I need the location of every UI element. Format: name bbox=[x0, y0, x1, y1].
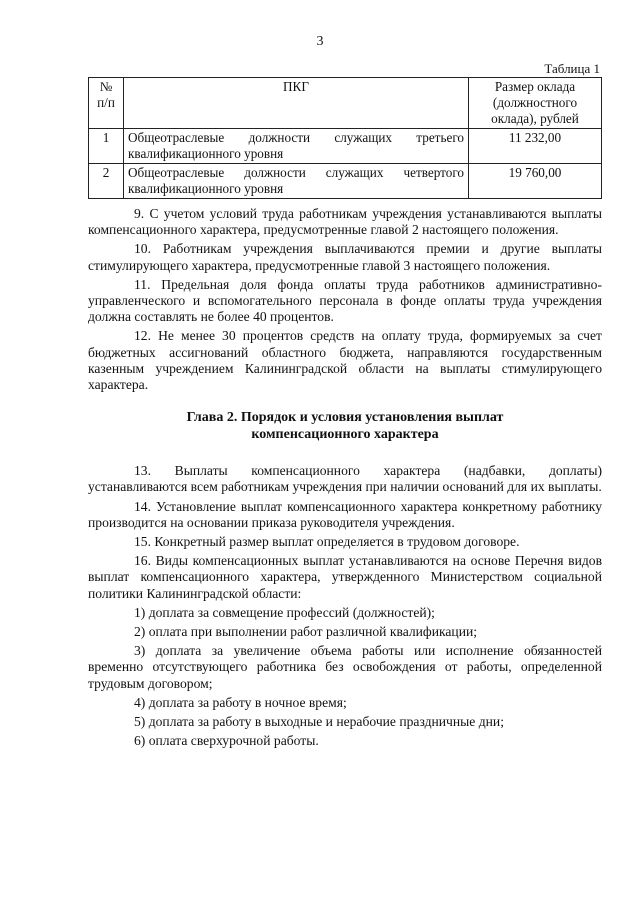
chapter-title: Глава 2. Порядок и условия установления выплат компенсационного характера bbox=[186, 410, 504, 443]
salary-table bbox=[88, 77, 602, 199]
list-item: 3) доплата за увеличение объема работы или исполнение обязанностей временно отсутствующего работника без освобождения от работы, определенной трудовым договором; bbox=[88, 643, 602, 691]
paragraph-12: 12. Не менее 30 процентов средств на оплату труда, формируемых за счет бюджетных ассигнований областного бюджета, направляются государственным казенным учреждением Калининградской области на выплаты стимулирующего характера. bbox=[88, 328, 602, 393]
table-row bbox=[89, 129, 602, 164]
list-item: 4) доплата за работу в ночное время; bbox=[134, 694, 347, 710]
row-num: 2 bbox=[89, 164, 124, 199]
row-num: 1 bbox=[89, 129, 124, 164]
paragraph-10: 10. Работникам учреждения выплачиваются премии и другие выплаты стимулирующего характера, предусмотренные главой 3 настоящего положения. bbox=[88, 241, 602, 273]
header-salary: Размер оклада (должностного оклада), рублей bbox=[469, 78, 602, 129]
page-number: 3 bbox=[316, 34, 324, 49]
list-item: 1) доплата за совмещение профессий (должностей); bbox=[134, 604, 435, 620]
paragraph-16: 16. Виды компенсационных выплат устанавливаются на основе Перечня видов выплат компенсационного характера, утвержденного Министерством социальной политики Калининградской области: bbox=[88, 553, 602, 601]
row-pkg: Общеотраслевые должности служащих четвертого квалификационного уровня bbox=[124, 164, 469, 199]
header-pkg: ПКГ bbox=[124, 78, 469, 129]
list-item: 5) доплата за работу в выходные и нерабочие праздничные дни; bbox=[134, 714, 504, 730]
row-salary: 11 232,00 bbox=[469, 129, 602, 164]
table-caption: Таблица 1 bbox=[544, 61, 600, 76]
table-row bbox=[89, 164, 602, 199]
paragraph-13: 13. Выплаты компенсационного характера (надбавки, доплаты) устанавливаются всем работникам учреждения при наличии оснований для их выплаты. bbox=[88, 463, 602, 495]
table-header-row bbox=[89, 78, 602, 129]
paragraph-9: 9. С учетом условий труда работникам учреждения устанавливаются выплаты компенсационного характера, предусмотренные главой 2 настоящего положения. bbox=[88, 206, 602, 238]
paragraph-15: 15. Конкретный размер выплат определяется в трудовом договоре. bbox=[134, 534, 520, 550]
paragraph-11: 11. Предельная доля фонда оплаты труда работников административно-управленческого и вспомогательного персонала в фонде оплаты труда учреждения должна составлять не более 40 процентов. bbox=[88, 276, 602, 325]
row-salary: 19 760,00 bbox=[469, 164, 602, 199]
list-item: 6) оплата сверхурочной работы. bbox=[134, 733, 319, 749]
header-num: № п/п bbox=[89, 78, 124, 129]
row-pkg: Общеотраслевые должности служащих третьего квалификационного уровня bbox=[124, 129, 469, 164]
list-item: 2) оплата при выполнении работ различной квалификации; bbox=[134, 624, 478, 640]
paragraph-14: 14. Установление выплат компенсационного характера конкретному работнику производится на основании приказа руководителя учреждения. bbox=[88, 498, 602, 530]
document-body bbox=[88, 206, 602, 752]
